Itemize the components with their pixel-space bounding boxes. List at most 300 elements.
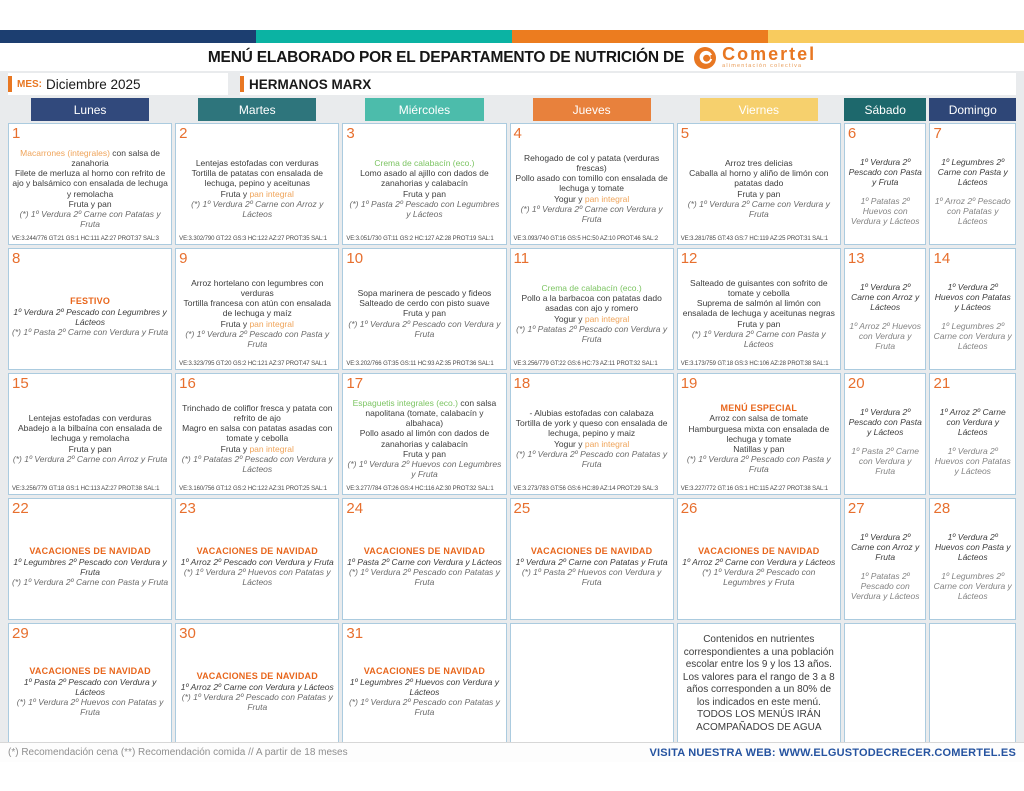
menu-line <box>933 282 1012 313</box>
nutrition-values: VE:3.256/779 GT:22 GS:6 HC:73 AZ:11 PROT:32 SAL:1 <box>513 361 658 367</box>
menu-line <box>681 319 837 329</box>
comertel-logo <box>693 45 816 70</box>
menu-line <box>346 319 502 339</box>
menu-line <box>179 682 335 692</box>
calendar-cell-day-13 <box>844 248 927 370</box>
menu-line <box>179 189 335 199</box>
menu-line <box>12 557 168 577</box>
day-number: 18 <box>513 375 531 392</box>
dish-text: Fruta y pan <box>68 198 112 209</box>
dish-text: 1º Arroz 2º Carne con Verdura y Lácteos <box>180 681 334 692</box>
day-number: 26 <box>680 500 698 517</box>
bar-segment-navy <box>0 30 256 43</box>
menu-line <box>12 199 168 209</box>
dish-text: 1º Verdura 2º Carne con Patatas y Fruta <box>515 556 668 567</box>
footer-website: VISITA NUESTRA WEB: WWW.ELGUSTODECRECER.COMERTEL.ES <box>649 746 1016 759</box>
menu-line <box>179 567 335 587</box>
dish-text: (*) 1º Verdura 2º Carne con Arroz y Lácteos <box>191 198 324 219</box>
menu-line <box>933 157 1012 188</box>
dish-text: (*) 1º Verdura 2º Carne con Verdura y Fruta <box>687 198 830 219</box>
special-label: VACACIONES DE NAVIDAD <box>530 545 653 556</box>
weekday-header-viernes: Viernes <box>700 98 818 121</box>
menu-line <box>848 407 923 438</box>
bar-segment-teal <box>256 30 512 43</box>
dish-text: (*) 1º Verdura 2º Huevos con Patatas y Fruta <box>16 696 164 718</box>
dish-text: (*) 1º Verdura 2º Huevos con Legumbres y Fruta <box>347 458 502 480</box>
document-title: MENÚ ELABORADO POR EL DEPARTAMENTO DE NUTRICIÓN DE <box>207 48 685 66</box>
special-label: VACACIONES DE NAVIDAD <box>196 545 318 556</box>
calendar-cell-day-27 <box>844 498 927 620</box>
calendar-cell-day-17 <box>342 373 506 495</box>
cell-menu <box>681 141 837 236</box>
dish-text: 1º Verdura 2º Pescado con Pasta y Fruta <box>848 156 922 188</box>
dish-text: (*) 1º Verdura 2º Carne con Verdura y Fruta <box>520 203 663 224</box>
dish-text: (*) 1º Pasta 2º Carne con Verdura y Fruta <box>12 326 169 337</box>
dish-text: Lentejas estofadas con verduras <box>195 157 319 168</box>
dish-text: Tortilla de york y queso con ensalada de lechuga, pepino y maiz <box>515 418 668 439</box>
accent-dish-text: pan integral <box>584 438 630 449</box>
calendar-note-cell <box>677 623 841 745</box>
menu-line <box>514 439 670 449</box>
menu-line <box>12 444 168 454</box>
calendar-cell-day-15 <box>8 373 172 495</box>
menu-line <box>933 407 1012 438</box>
day-number: 15 <box>12 375 29 392</box>
menu-line <box>346 557 502 567</box>
menu-line <box>848 282 923 313</box>
day-number: 13 <box>847 250 865 267</box>
day-number: 7 <box>933 125 942 142</box>
cell-menu <box>681 626 837 742</box>
day-number: 31 <box>346 625 364 642</box>
menu-line <box>681 567 837 587</box>
calendar-cell-day-25 <box>510 498 674 620</box>
dish-text: Trinchado de coliflor fresca y patata con refrito de ajo <box>182 402 333 424</box>
menu-line <box>514 449 670 469</box>
accent-bar-icon <box>240 76 244 92</box>
day-number: 17 <box>346 375 364 392</box>
dish-text: 1º Arroz 2º Pescado con Verdura y Fruta <box>180 556 334 567</box>
dish-text: 1º Arroz 2º Carne con Verdura y Lácteos <box>682 556 836 567</box>
menu-line <box>681 158 837 168</box>
calendar-cell-day-23 <box>175 498 339 620</box>
special-label: FESTIVO <box>70 295 111 306</box>
day-number: 11 <box>513 250 530 267</box>
menu-line <box>848 321 923 352</box>
menu-line <box>514 408 670 418</box>
dish-text: (*) 1º Verdura 2º Carne con Pasta y Fruta <box>12 576 169 587</box>
calendar-cell-empty <box>510 623 674 745</box>
menu-line <box>514 557 670 567</box>
weekday-header-jueves: Jueves <box>533 98 651 121</box>
dish-text: Arroz hortelano con legumbres con verduras <box>191 277 324 299</box>
dish-text: (*) 1º Verdura 2º Pescado con Pasta y Fruta <box>686 454 831 475</box>
calendar-cell-day-21 <box>929 373 1016 495</box>
dish-text: 1º Pasta 2º Pescado con Verdura y Lácteos <box>23 676 157 697</box>
nutrition-values: VE:3.227/772 GT:16 GS:1 HC:115 AZ:27 PROT:38 SAL:1 <box>680 486 829 492</box>
dish-text: 1º Pasta 2º Carne con Verdura y Fruta <box>851 445 919 476</box>
accent-dish-text: pan integral <box>584 313 630 324</box>
day-number: 9 <box>179 250 188 267</box>
dish-text: Magro en salsa con patatas asadas con tomate y cebolla <box>182 423 333 444</box>
dish-text: Fruta y pan <box>737 318 781 329</box>
calendar-cell-day-20 <box>844 373 927 495</box>
logo-name: Comertel <box>722 44 817 65</box>
menu-line <box>346 398 502 429</box>
dish-text: con salsa napolitana (tomate, calabacín y albahaca) <box>365 397 497 429</box>
menu-line <box>514 418 670 438</box>
day-number: 10 <box>346 250 364 267</box>
day-number: 23 <box>179 500 196 517</box>
calendar-cell-empty <box>844 623 927 745</box>
dish-text: Caballa al horno y aliño de limón con patatas dado <box>689 168 829 189</box>
menu-line <box>346 288 502 298</box>
cell-menu <box>346 516 502 617</box>
day-number: 1 <box>12 125 21 142</box>
eco-dish-text: Espaguetis integrales (eco.) <box>352 397 458 408</box>
menu-line <box>933 321 1012 352</box>
menu-line <box>346 199 502 219</box>
calendar-cell-day-7 <box>929 123 1016 245</box>
nutrition-values: VE:3.323/795 GT:20 GS:2 HC:121 AZ:37 PROT:47 SAL:1 <box>179 361 327 367</box>
dish-text: 1º Arroz 2º Carne con Verdura y Lácteos <box>939 406 1006 438</box>
menu-line <box>346 428 502 448</box>
menu-line <box>514 153 670 173</box>
dish-text: - Alubias estofadas con calabaza <box>529 407 654 418</box>
logo-text <box>722 45 816 70</box>
cell-menu <box>346 391 502 486</box>
dish-text: (*) 1º Verdura 2º Huevos con Patatas y Lácteos <box>183 566 331 587</box>
day-number: 21 <box>933 375 951 392</box>
menu-line <box>179 158 335 168</box>
dish-text: 1º Patatas 2º Huevos con Verdura y Lácteos <box>850 195 920 226</box>
month-box <box>8 73 228 95</box>
menu-line <box>681 413 837 423</box>
menu-line <box>514 194 670 204</box>
dish-text: Salteado de cerdo con pisto suave <box>359 298 490 309</box>
menu-line <box>12 677 168 697</box>
cell-menu <box>848 141 923 242</box>
calendar-cell-day-19 <box>677 373 841 495</box>
cell-menu <box>848 391 923 492</box>
menu-line <box>681 634 837 709</box>
dish-text: Fruta y pan <box>402 308 446 319</box>
menu-line <box>681 454 837 474</box>
menu-line <box>179 329 335 349</box>
cell-menu <box>514 141 670 236</box>
menu-line <box>179 403 335 423</box>
calendar-cell-day-30 <box>175 623 339 745</box>
dish-text: Fruta y pan <box>68 443 112 454</box>
cell-menu <box>514 391 670 486</box>
cell-menu <box>933 516 1012 617</box>
cell-menu <box>12 516 168 617</box>
calendar-cell-day-16 <box>175 373 339 495</box>
menu-line <box>514 324 670 344</box>
cell-menu <box>514 516 670 617</box>
menu-line <box>848 157 923 188</box>
menu-line <box>514 283 670 293</box>
cell-menu <box>681 266 837 361</box>
logo-subtitle: alimentación colectiva <box>722 63 803 70</box>
dish-text: 1º Legumbres 2º Pescado con Verdura y Fruta <box>13 556 167 577</box>
dish-text: (*) 1º Pasta 2º Pescado con Legumbres y Lácteos <box>349 198 500 219</box>
cell-menu <box>933 141 1012 242</box>
accent-dish-text: pan integral <box>249 188 294 199</box>
special-label: VACACIONES DE NAVIDAD <box>698 545 820 556</box>
cell-menu <box>681 516 837 617</box>
day-number: 2 <box>179 125 188 142</box>
accent-bar-icon <box>8 76 12 92</box>
day-number: 27 <box>847 500 865 517</box>
day-number: 20 <box>847 375 865 392</box>
menu-line <box>179 692 335 712</box>
menu-line <box>179 557 335 567</box>
menu-line <box>179 278 335 298</box>
accent-dish-text: pan integral <box>249 443 294 454</box>
dish-text: Contenidos en nutrientes correspondientes a una población escolar entre los 9 y los 13 años. Los valores para el rango de 3 a 8 años corresponden a un 80% de los indicados en este menú. <box>682 634 835 708</box>
menu-line <box>514 293 670 313</box>
nutrition-values: VE:3.273/783 GT:56 GS:6 HC:89 AZ:14 PROT:29 SAL:3 <box>513 486 659 492</box>
calendar-cell-day-26 <box>677 498 841 620</box>
cell-menu <box>933 266 1012 367</box>
dish-text: (*) 1º Pasta 2º Huevos con Verdura y Fruta <box>521 566 662 587</box>
cell-menu <box>933 391 1012 492</box>
day-number: 30 <box>179 625 196 642</box>
calendar-cell-day-1 <box>8 123 172 245</box>
calendar-cell-day-24 <box>342 498 506 620</box>
menu-line <box>848 532 923 563</box>
calendar-cell-day-11 <box>510 248 674 370</box>
menu-line <box>346 158 502 168</box>
calendar-cell-day-12 <box>677 248 841 370</box>
document-header <box>0 44 1024 71</box>
dish-text: (*) 1º Verdura 2º Pescado con Patatas y Fruta <box>516 448 668 469</box>
dish-text: Fruta y pan <box>737 188 781 199</box>
menu-line <box>681 709 837 734</box>
menu-line <box>681 168 837 188</box>
menu-line <box>179 423 335 443</box>
weekday-header-domingo: Domingo <box>929 98 1016 121</box>
decorative-color-bar <box>0 30 1024 43</box>
dish-text: 1º Legumbres 2º Huevos con Verdura y Lácteos <box>349 676 499 697</box>
nutrition-values: VE:3.302/790 GT:22 GS:3 HC:122 AZ:27 PROT:35 SAL:1 <box>179 236 327 242</box>
calendar-cell-day-3 <box>342 123 506 245</box>
cell-menu <box>179 141 335 236</box>
calendar-cell-day-31 <box>342 623 506 745</box>
dish-text: Abadejo a la bilbaína con ensalada de lechuga y remolacha <box>18 423 163 444</box>
calendar-cell-day-2 <box>175 123 339 245</box>
weekday-header-sabado: Sábado <box>844 98 927 121</box>
menu-line <box>346 449 502 459</box>
dish-text: 1º Verdura 2º Huevos con Patatas y Lácteos <box>934 445 1011 476</box>
cell-menu <box>346 641 502 742</box>
dish-text: TODOS LOS MENÚS IRÁN ACOMPAÑADOS DE AGUA <box>696 709 822 733</box>
menu-line <box>12 454 168 464</box>
dish-text: Pollo a la barbacoa con patatas dado asadas con ajo y romero <box>521 293 662 314</box>
dish-text: Fruta y <box>220 318 250 329</box>
day-number: 28 <box>933 500 951 517</box>
dish-text: 1º Verdura 2º Huevos con Pasta y Lácteos <box>934 531 1011 563</box>
month-value: Diciembre 2025 <box>46 76 141 92</box>
dish-text: 1º Arroz 2º Huevos con Verdura y Fruta <box>849 320 921 351</box>
dish-text: 1º Arroz 2º Pescado con Patatas y Lácteos <box>934 195 1011 226</box>
calendar-cell-day-6 <box>844 123 927 245</box>
calendar-cell-day-5 <box>677 123 841 245</box>
menu-line <box>514 314 670 324</box>
cell-menu <box>514 266 670 361</box>
cell-menu <box>848 266 923 367</box>
dish-text: Lomo asado al ajillo con dados de zanahorias y calabacín <box>360 168 489 189</box>
menu-line <box>514 204 670 224</box>
menu-line <box>12 168 168 199</box>
footer-legend: (*) Recomendación cena (**) Recomendación comida // A partir de 18 meses <box>8 747 348 758</box>
day-number: 8 <box>12 250 21 267</box>
menu-line <box>681 199 837 219</box>
dish-text: Yogur y <box>553 438 585 449</box>
cell-menu <box>12 641 168 742</box>
calendar-cell-day-9 <box>175 248 339 370</box>
menu-line <box>346 298 502 308</box>
day-number: 4 <box>513 125 522 142</box>
menu-line <box>346 677 502 697</box>
day-number: 3 <box>346 125 355 142</box>
calendar-cell-day-14 <box>929 248 1016 370</box>
dish-text: (*) 1º Patatas 2º Pescado con Verdura y Lácteos <box>181 453 333 474</box>
nutrition-values: VE:3.051/730 GT:11 GS:2 HC:127 AZ:28 PROT:19 SAL:1 <box>346 236 494 242</box>
calendar-cell-day-10 <box>342 248 506 370</box>
day-number: 5 <box>680 125 690 142</box>
menu-line <box>12 697 168 717</box>
dish-text: (*) 1º Verdura 2º Pescado con Verdura y Fruta <box>348 318 501 339</box>
dish-text: Sopa marinera de pescado y fideos <box>357 288 492 299</box>
dish-text: 1º Legumbres 2º Carne con Pasta y Lácteos <box>937 156 1008 188</box>
dish-text: 1º Patatas 2º Pescado con Verdura y Lácteos <box>850 570 920 601</box>
menu-line <box>12 423 168 443</box>
menu-line <box>681 424 837 444</box>
day-number: 19 <box>680 375 698 392</box>
dish-text: (*) 1º Verdura 2º Pescado con Patatas y Fruta <box>348 566 500 587</box>
cell-menu <box>12 141 168 236</box>
nutrition-values: VE:3.256/779 GT:18 GS:1 HC:113 AZ:27 PROT:38 SAL:1 <box>12 486 160 492</box>
cell-menu <box>179 391 335 486</box>
weekday-header-martes: Martes <box>198 98 316 121</box>
bar-segment-orange <box>512 30 768 43</box>
cell-menu <box>848 516 923 617</box>
nutrition-values: VE:3.277/784 GT:26 GS:4 HC:116 AZ:30 PROT:32 SAL:1 <box>346 486 494 492</box>
menu-line <box>848 196 923 227</box>
dish-text: con salsa de zanahoria <box>71 147 161 168</box>
menu-line <box>681 444 837 454</box>
dish-text: Pollo asado al limón con dados de zanahorias y calabacín <box>359 428 490 449</box>
dish-text: 1º Legumbres 2º Carne con Verdura y Lácteos <box>933 320 1012 351</box>
school-name: HERMANOS MARX <box>249 76 372 92</box>
menu-line <box>514 567 670 587</box>
nutrition-values: VE:3.244/776 GT:21 GS:1 HC:111 AZ:27 PROT:37 SAL:3 <box>12 236 159 242</box>
dish-text: Natillas y pan <box>733 443 785 454</box>
dish-text: Yogur y <box>553 193 585 204</box>
menu-line <box>514 173 670 193</box>
day-number: 22 <box>12 500 29 517</box>
dish-text: (*) 1º Verdura 2º Carne con Patatas y Fruta <box>19 208 161 230</box>
weekday-header-row <box>8 98 1016 121</box>
eco-dish-text: Crema de calabacín (eco.) <box>541 282 642 293</box>
day-number: 25 <box>513 500 531 517</box>
nutrition-values: VE:3.281/785 GT:43 GS:7 HC:119 AZ:25 PROT:31 SAL:1 <box>680 236 829 242</box>
calendar-band <box>0 71 1024 762</box>
accent-dish-text: pan integral <box>584 193 630 204</box>
eco-dish-text: Crema de calabacín (eco.) <box>374 157 475 168</box>
weekday-header-lunes: Lunes <box>31 98 149 121</box>
dish-text: Salteado de guisantes con sofrito de tomate y cebolla <box>690 277 828 299</box>
menu-line <box>12 209 168 229</box>
dish-text: Filete de merluza al horno con refrito de ajo y balsámico con ensalada de lechuga y remolacha <box>12 168 168 199</box>
menu-line <box>681 329 837 349</box>
dish-text: (*) 1º Verdura 2º Pescado con Patatas y Fruta <box>348 696 500 718</box>
dish-text: (*) 1º Verdura 2º Pescado con Legumbres y Fruta <box>702 566 816 587</box>
menu-line <box>848 571 923 602</box>
dish-text: Arroz con salsa de tomate <box>709 413 809 424</box>
nutrition-values: VE:3.093/740 GT:16 GS:5 HC:50 AZ:10 PROT:46 SAL:2 <box>513 236 659 242</box>
menu-line <box>12 413 168 423</box>
cell-menu <box>681 391 837 486</box>
cell-menu <box>179 516 335 617</box>
footer <box>0 742 1024 762</box>
special-label: VACACIONES DE NAVIDAD <box>363 545 486 556</box>
dish-text: Fruta y pan <box>402 448 446 459</box>
menu-line <box>346 168 502 188</box>
day-number: 14 <box>933 250 951 267</box>
dish-text: Suprema de salmón al limón con ensalada de lechuga y aceitunas negras <box>682 298 835 319</box>
cell-menu <box>346 141 502 236</box>
dish-text: (*) 1º Verdura 2º Pescado con Pasta y Fruta <box>185 328 330 349</box>
dish-text: Tortilla francesa con atún con ensalada de lechuga y maíz <box>183 298 331 319</box>
month-label: MES: <box>17 78 42 90</box>
menu-line <box>179 319 335 329</box>
menu-line <box>179 168 335 188</box>
cell-menu <box>179 641 335 742</box>
nutrition-values: VE:3.160/756 GT:12 GS:2 HC:122 AZ:31 PROT:25 SAL:1 <box>179 486 327 492</box>
accent-dish-text: Macarrones (integrales) <box>20 147 110 158</box>
menu-line <box>179 298 335 318</box>
menu-line <box>346 459 502 479</box>
menu-line <box>346 697 502 717</box>
dish-text: 1º Pasta 2º Carne con Verdura y Lácteos <box>347 556 502 567</box>
meta-row <box>8 73 1016 95</box>
dish-text: Tortilla de patatas con ensalada de lechuga, pepino y aceitunas <box>191 168 323 189</box>
bar-segment-yellow <box>768 30 1024 43</box>
menu-line <box>848 446 923 477</box>
menu-line <box>12 577 168 587</box>
dish-text: Arroz tres delicias <box>725 157 793 168</box>
day-number: 29 <box>12 625 29 642</box>
dish-text: Rehogado de col y patata (verduras frescas) <box>524 152 660 174</box>
menu-line <box>179 454 335 474</box>
day-number: 24 <box>346 500 364 517</box>
calendar-cell-day-28 <box>929 498 1016 620</box>
calendar-cell-day-8 <box>8 248 172 370</box>
cell-menu <box>12 266 168 367</box>
dish-text: 1º Verdura 2º Pescado con Pasta y Lácteos <box>848 406 922 438</box>
menu-line <box>681 557 837 567</box>
nutrition-values: VE:3.202/766 GT:35 GS:11 HC:93 AZ:35 PROT:36 SAL:1 <box>346 361 494 367</box>
menu-line <box>12 148 168 168</box>
dish-text: (*) 1º Patatas 2º Pescado con Verdura y Fruta <box>516 323 668 344</box>
cell-menu <box>514 626 670 742</box>
dish-text: Yogur y <box>553 313 585 324</box>
dish-text: Fruta y <box>220 188 250 199</box>
menu-line <box>681 298 837 318</box>
